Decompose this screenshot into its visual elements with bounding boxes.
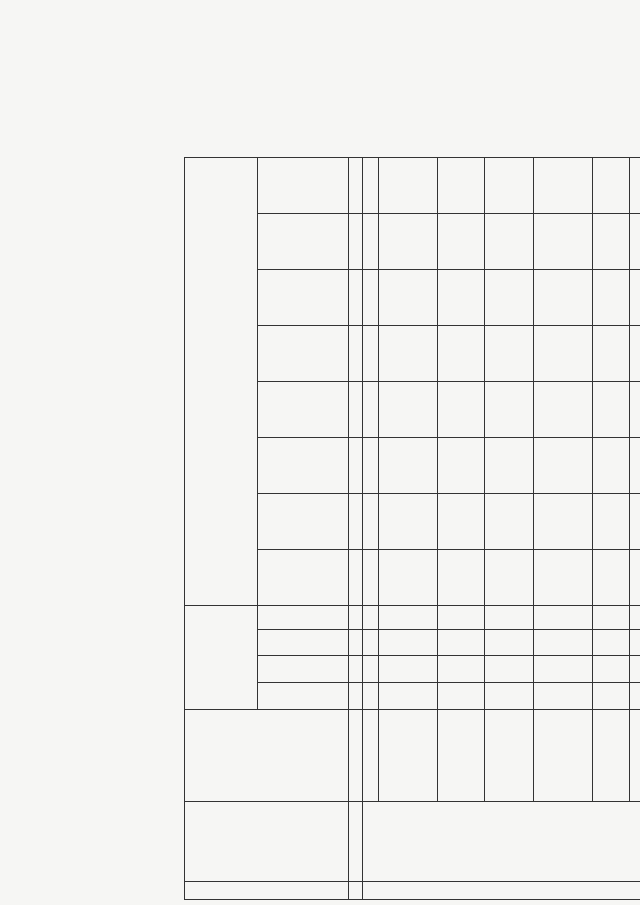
- header-cell: [185, 606, 258, 710]
- value-cell: [593, 550, 630, 606]
- table-row: [630, 158, 640, 900]
- grbs-cell: [363, 683, 379, 710]
- value-cell: [379, 494, 438, 550]
- index-cell: [349, 550, 363, 606]
- table-row: [363, 158, 379, 900]
- subheader-cell: [258, 158, 349, 214]
- subheader-cell: [258, 630, 349, 656]
- value-cell: [593, 326, 630, 382]
- value-cell: [379, 158, 438, 214]
- value-cell: [363, 270, 379, 326]
- header-cell: [185, 710, 349, 802]
- header-row: [185, 158, 258, 900]
- value-cell: [534, 494, 593, 550]
- value-cell: [485, 382, 534, 438]
- subheader-cell: [258, 438, 349, 494]
- value-cell: [485, 494, 534, 550]
- value-cell: [379, 214, 438, 270]
- index-cell: [349, 270, 363, 326]
- coordinator-cell: [438, 710, 485, 802]
- coordinator-cell: [485, 710, 534, 802]
- value-cell: [630, 438, 640, 494]
- value-cell: [630, 270, 640, 326]
- value-cell: [534, 326, 593, 382]
- value-cell: [438, 214, 485, 270]
- value-cell: [438, 382, 485, 438]
- value-cell: [485, 270, 534, 326]
- budget-table: [184, 157, 640, 900]
- subheader-cell: [258, 656, 349, 683]
- value-cell: [630, 326, 640, 382]
- value-cell: [363, 158, 379, 214]
- index-cell: [349, 683, 363, 710]
- value-cell: [630, 494, 640, 550]
- value-cell: [630, 550, 640, 606]
- value-cell: [379, 550, 438, 606]
- header-cell: [185, 882, 349, 900]
- value-cell: [438, 326, 485, 382]
- grbs-cell: [485, 683, 534, 710]
- table-row: [438, 158, 485, 900]
- value-cell: [438, 438, 485, 494]
- value-cell: [485, 214, 534, 270]
- program-name: [363, 802, 640, 882]
- header-cell: [185, 802, 349, 882]
- value-cell: [379, 270, 438, 326]
- subheader-cell: [258, 683, 349, 710]
- value-cell: [379, 438, 438, 494]
- table-row: [593, 158, 630, 900]
- value-cell: [593, 438, 630, 494]
- value-cell: [534, 550, 593, 606]
- coordinator-cell: [630, 710, 640, 802]
- index-cell: [349, 630, 363, 656]
- value-cell: [630, 214, 640, 270]
- value-cell: [485, 438, 534, 494]
- subheader-cell: [258, 606, 349, 630]
- value-cell: [630, 158, 640, 214]
- value-cell: [593, 382, 630, 438]
- index-cell: [349, 438, 363, 494]
- grbs-cell: [379, 683, 438, 710]
- value-cell: [363, 382, 379, 438]
- value-cell: [438, 158, 485, 214]
- value-cell: [630, 382, 640, 438]
- table-row: [379, 158, 438, 900]
- grbs-cell: [534, 683, 593, 710]
- value-cell: [534, 438, 593, 494]
- value-cell: [363, 214, 379, 270]
- subheader-cell: [258, 270, 349, 326]
- value-cell: [485, 326, 534, 382]
- index-cell: [349, 802, 363, 882]
- value-cell: [379, 326, 438, 382]
- index-cell: [349, 326, 363, 382]
- value-cell: [485, 158, 534, 214]
- index-cell: [349, 214, 363, 270]
- subheader-cell: [258, 382, 349, 438]
- value-cell: [534, 158, 593, 214]
- subheader-cell: [258, 214, 349, 270]
- value-cell: [534, 382, 593, 438]
- coordinator-cell: [363, 710, 379, 802]
- index-cell: [349, 494, 363, 550]
- value-cell: [438, 270, 485, 326]
- index-cell: [349, 656, 363, 683]
- value-cell: [534, 270, 593, 326]
- coordinator-cell: [593, 710, 630, 802]
- header-cell: [185, 158, 258, 606]
- value-cell: [379, 382, 438, 438]
- subheader-cell: [258, 550, 349, 606]
- value-cell: [438, 550, 485, 606]
- column-index-row: [349, 158, 363, 900]
- grbs-cell: [630, 683, 640, 710]
- grbs-cell: [593, 683, 630, 710]
- index-cell: [349, 382, 363, 438]
- value-cell: [593, 494, 630, 550]
- value-cell: [593, 270, 630, 326]
- value-cell: [363, 494, 379, 550]
- table-row: [534, 158, 593, 900]
- index-cell: [349, 606, 363, 630]
- coordinator-cell: [534, 710, 593, 802]
- row-number: [363, 882, 640, 900]
- value-cell: [363, 326, 379, 382]
- subheader-cell: [258, 494, 349, 550]
- value-cell: [593, 158, 630, 214]
- value-cell: [593, 214, 630, 270]
- value-cell: [438, 494, 485, 550]
- table-row: [485, 158, 534, 900]
- index-cell: [349, 158, 363, 214]
- value-cell: [363, 550, 379, 606]
- index-cell: [349, 710, 363, 802]
- subheader-cell: [258, 326, 349, 382]
- grbs-cell: [438, 683, 485, 710]
- value-cell: [363, 438, 379, 494]
- value-cell: [534, 214, 593, 270]
- coordinator-cell: [379, 710, 438, 802]
- index-cell: [349, 882, 363, 900]
- value-cell: [485, 550, 534, 606]
